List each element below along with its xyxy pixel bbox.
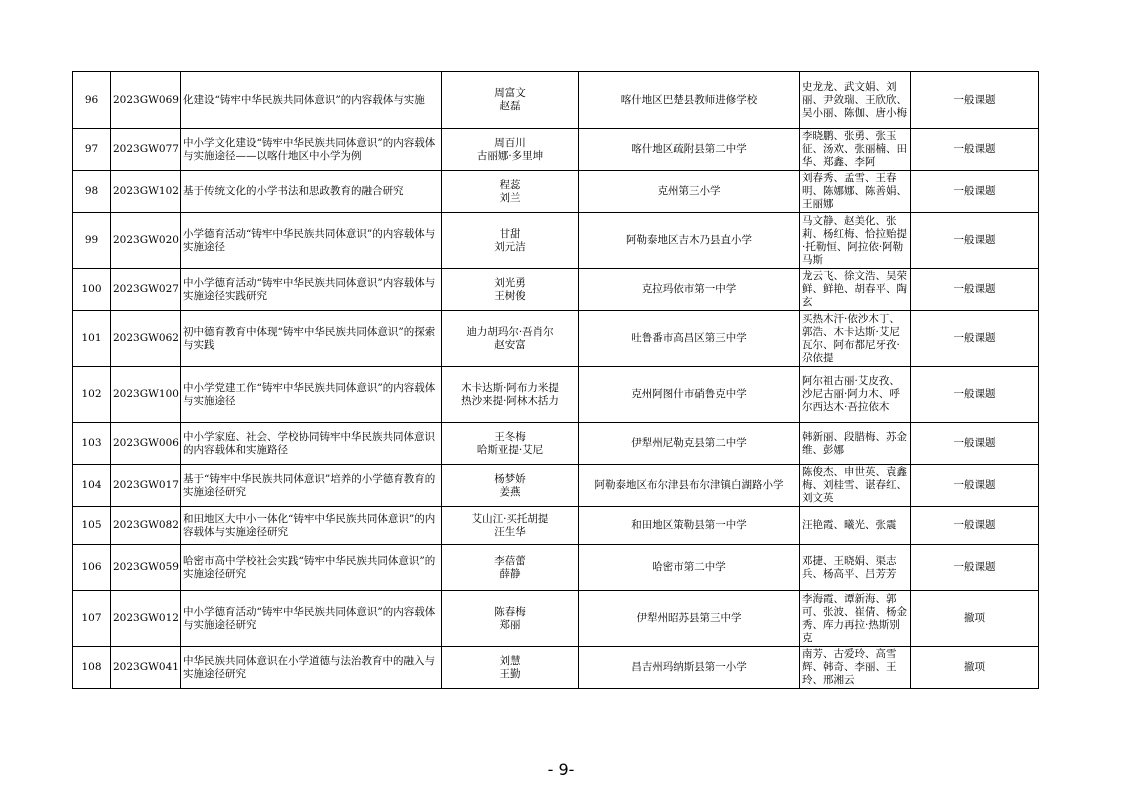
project-unit: 克州阿图什市硝鲁克中学 (579, 367, 800, 423)
project-unit: 昌吉州玛纳斯县第一小学 (579, 647, 800, 689)
project-type: 一般课题 (911, 311, 1039, 367)
project-title: 和田地区大中小一体化“铸牢中华民族共同体意识”的内容载体与实施途径研究 (181, 507, 442, 545)
project-members: 马文静、赵美化、张莉、杨红梅、恰拉贻提·托勒恒、阿拉依·阿勒马斯 (800, 213, 911, 269)
project-title: 中小学德育活动“铸牢中华民族共同体意识”的内容载体与实施途径研究 (181, 591, 442, 647)
leader-name: 热沙来提·阿林木括力 (461, 394, 559, 407)
project-code: 2023GW062 (111, 311, 181, 367)
project-members: 龙云飞、徐文浩、吴荣鲜、鲜艳、胡春平、陶玄 (800, 269, 911, 311)
table-row (73, 171, 1039, 213)
project-code: 2023GW100 (111, 367, 181, 423)
project-title: 中华民族共同体意识在小学道德与法治教育中的融入与实施途径研究 (181, 647, 442, 689)
leader-name: 周富文 (494, 87, 526, 99)
leader-name: 古丽娜·多里坤 (476, 149, 544, 162)
row-number: 97 (73, 129, 111, 171)
project-type: 一般课题 (911, 545, 1039, 591)
project-unit: 吐鲁番市高昌区第三中学 (579, 311, 800, 367)
row-number: 105 (73, 507, 111, 545)
project-code: 2023GW077 (111, 129, 181, 171)
project-members: 韩新丽、段腊梅、苏金维、彭娜 (800, 423, 911, 465)
table-row (73, 647, 1039, 689)
project-title: 小学德育活动“铸牢中华民族共同体意识”的内容载体与实施途径 (181, 213, 442, 269)
leader-name: 王冬梅 (494, 430, 526, 443)
project-members: 李晓鹏、张勇、张玉征、汤欢、张丽楠、田华、郑鑫、李阿 (800, 129, 911, 171)
project-type: 一般课题 (911, 423, 1039, 465)
project-unit: 伊犁州尼勒克县第二中学 (579, 423, 800, 465)
leader-name: 薛静 (499, 567, 521, 580)
project-leaders (442, 423, 579, 465)
project-title: 中小学德育活动“铸牢中华民族共同体意识”内容载体与实施途径实践研究 (181, 269, 442, 311)
leader-name: 陈春梅 (494, 605, 526, 618)
project-type: 一般课题 (911, 72, 1039, 129)
project-code: 2023GW041 (111, 647, 181, 689)
project-members: 邓捷、王晓娟、渠志兵、杨高平、吕芳芳 (800, 545, 911, 591)
leader-name: 郑丽 (499, 618, 521, 631)
row-number: 99 (73, 213, 111, 269)
project-leaders (442, 465, 579, 507)
project-type: 一般课题 (911, 465, 1039, 507)
projects-table-body (73, 72, 1039, 689)
leader-name: 汪生华 (494, 525, 526, 538)
table-row (73, 545, 1039, 591)
project-leaders (442, 367, 579, 423)
project-type: 一般课题 (911, 507, 1039, 545)
leader-name: 哈斯亚提·艾尼 (476, 443, 544, 456)
project-type: 一般课题 (911, 171, 1039, 213)
project-type: 一般课题 (911, 367, 1039, 423)
page-number: - 9- (547, 760, 575, 779)
project-members: 阿尔祖古丽·艾皮孜、沙尼古丽·阿力木、呼尔西达木·吾拉依木 (800, 367, 911, 423)
table-row (73, 269, 1039, 311)
leader-name: 刘光勇 (494, 276, 526, 289)
project-leaders (442, 269, 579, 311)
leader-name: 刘慧 (499, 654, 521, 667)
project-leaders (442, 545, 579, 591)
leader-name: 周百川 (494, 136, 526, 149)
project-code: 2023GW020 (111, 213, 181, 269)
project-type: 一般课题 (911, 213, 1039, 269)
row-number: 103 (73, 423, 111, 465)
table-row (73, 423, 1039, 465)
table-row (73, 465, 1039, 507)
table-row (73, 367, 1039, 423)
leader-name: 赵安富 (494, 338, 526, 351)
project-title: 中小学党建工作“铸牢中华民族共同体意识”的内容载体与实施途径 (181, 367, 442, 423)
row-number: 96 (73, 72, 111, 129)
row-number: 102 (73, 367, 111, 423)
project-unit: 克州第三小学 (579, 171, 800, 213)
leader-name: 王勤 (499, 667, 521, 680)
project-title: 中小学文化建设“铸牢中华民族共同体意识”的内容载体与实施途径——以喀什地区中小学为例 (181, 129, 442, 171)
row-number: 101 (73, 311, 111, 367)
project-code: 2023GW082 (111, 507, 181, 545)
table-row (73, 311, 1039, 367)
project-code: 2023GW027 (111, 269, 181, 311)
leader-name: 甘甜 (499, 227, 521, 240)
leader-name: 杨梦娇 (494, 472, 526, 485)
project-members: 买热木汗·依沙木丁、郭浩、木卡达斯·艾尼瓦尔、阿布都尼牙孜·尕依提 (800, 311, 911, 367)
row-number: 108 (73, 647, 111, 689)
leader-name: 迪力胡玛尔·吾肖尔 (466, 325, 554, 338)
project-type: 撤项 (911, 647, 1039, 689)
leader-name: 王树俊 (494, 289, 526, 302)
row-number: 100 (73, 269, 111, 311)
leader-name: 刘元洁 (494, 240, 526, 253)
project-unit: 和田地区策勒县第一中学 (579, 507, 800, 545)
row-number: 98 (73, 171, 111, 213)
row-number: 107 (73, 591, 111, 647)
project-title: 中小学家庭、社会、学校协同铸牢中华民族共同体意识的内容载体和实施路径 (181, 423, 442, 465)
project-leaders (442, 129, 579, 171)
table-row (73, 213, 1039, 269)
project-leaders (442, 72, 579, 129)
table-row (73, 507, 1039, 545)
project-members: 陈俊杰、申世英、袁鑫梅、刘桂雪、谌春红、刘文英 (800, 465, 911, 507)
project-unit: 哈密市第二中学 (579, 545, 800, 591)
leader-name: 刘兰 (499, 191, 521, 204)
leader-name: 艾山江·买托胡提 (471, 512, 549, 525)
project-title (181, 72, 442, 129)
project-unit: 阿勒泰地区吉木乃县直小学 (579, 213, 800, 269)
project-code: 2023GW059 (111, 545, 181, 591)
project-code: 2023GW006 (111, 423, 181, 465)
project-unit: 克拉玛依市第一中学 (579, 269, 800, 311)
project-code: 2023GW069 (111, 72, 181, 129)
project-unit: 喀什地区巴楚县教师进修学校 (579, 72, 800, 129)
project-members: 汪艳霞、曦光、张震 (800, 507, 911, 545)
project-leaders (442, 311, 579, 367)
leader-name: 李蓓蕾 (494, 554, 526, 567)
project-title: 基于“铸牢中华民族共同体意识”培养的小学德育教育的实施途径研究 (181, 465, 442, 507)
leader-name: 赵磊 (499, 100, 521, 112)
row-number: 106 (73, 545, 111, 591)
project-unit: 喀什地区疏附县第二中学 (579, 129, 800, 171)
project-type: 一般课题 (911, 269, 1039, 311)
leader-name: 木卡达斯·阿布力米提 (461, 381, 559, 394)
project-title-text: 化建设“铸牢中华民族共同体意识”的内容载体与实施 (183, 93, 425, 106)
table-row (73, 129, 1039, 171)
project-members: 史龙龙、武文娟、刘丽、尹敛瑞、王欣欣、吴小丽、陈伽、唐小梅 (800, 72, 911, 129)
project-type: 一般课题 (911, 129, 1039, 171)
project-title: 基于传统文化的小学书法和思政教育的融合研究 (181, 171, 442, 213)
project-code: 2023GW017 (111, 465, 181, 507)
project-code: 2023GW102 (111, 171, 181, 213)
project-members: 南芳、古爱玲、高雪辉、韩奇、李丽、王玲、邢湘云 (800, 647, 911, 689)
leader-name: 姜燕 (499, 485, 521, 498)
project-members: 李海霞、谭新海、郭可、张波、崔倩、杨金秀、库力再拉·热斯别克 (800, 591, 911, 647)
project-members: 刘春秀、孟雪、王春明、陈娜娜、陈善娟、王丽娜 (800, 171, 911, 213)
leader-name: 程蕊 (499, 178, 521, 191)
projects-table (72, 71, 1039, 689)
project-leaders (442, 591, 579, 647)
table-row (73, 72, 1039, 129)
table-row (73, 591, 1039, 647)
project-leaders (442, 171, 579, 213)
project-unit: 阿勒泰地区布尔津县布尔津镇白湖路小学 (579, 465, 800, 507)
project-type: 撤项 (911, 591, 1039, 647)
project-leaders (442, 647, 579, 689)
project-title: 哈密市高中学校社会实践“铸牢中华民族共同体意识”的实施途径研究 (181, 545, 442, 591)
project-unit: 伊犁州昭苏县第三中学 (579, 591, 800, 647)
project-code: 2023GW012 (111, 591, 181, 647)
project-leaders (442, 213, 579, 269)
project-leaders (442, 507, 579, 545)
project-title: 初中德育教育中体现“铸牢中华民族共同体意识”的探索与实践 (181, 311, 442, 367)
row-number: 104 (73, 465, 111, 507)
